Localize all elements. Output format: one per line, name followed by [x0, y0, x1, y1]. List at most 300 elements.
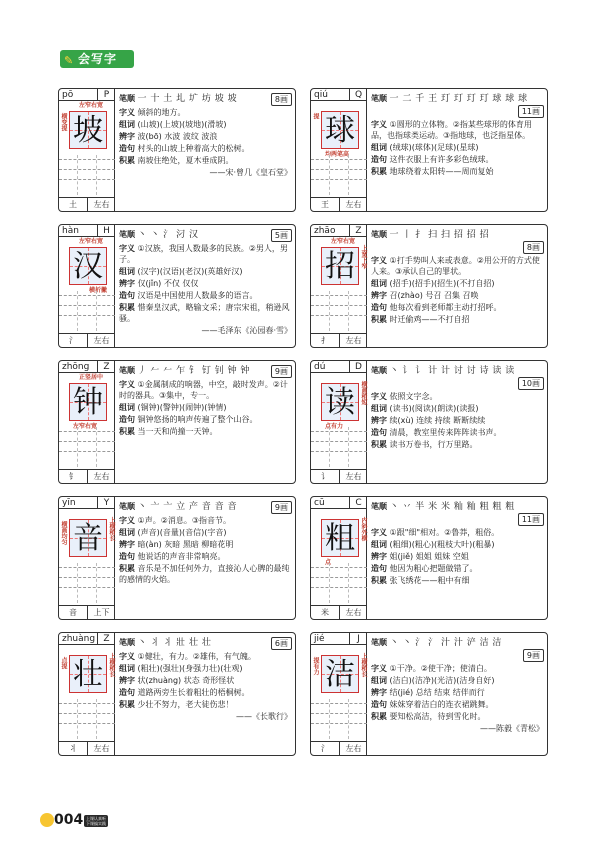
pinyin: cū [314, 498, 325, 508]
practice-column [96, 699, 97, 739]
writing-tip: 点有力 [325, 423, 344, 430]
card-row [371, 539, 544, 550]
writing-tip: 提有力 [312, 657, 319, 675]
character-card [310, 88, 548, 212]
footer-tag: 上课认真听 下课搞实践 [86, 816, 106, 826]
stroke-label: 笔顺 [371, 366, 387, 375]
practice-column [77, 291, 78, 331]
card-row [371, 391, 544, 402]
card-row [119, 675, 292, 686]
practice-line [311, 431, 367, 432]
radical-row [59, 605, 115, 619]
practice-line [59, 713, 115, 714]
character-card [310, 224, 548, 348]
practice-line [311, 703, 367, 704]
row-text: 他说话的声音非常响亮。 [137, 552, 226, 561]
card-row [119, 290, 292, 301]
row-text: 少壮不努力，老大徒伤悲！ [137, 700, 234, 709]
pinyin-initial: Z [97, 633, 115, 644]
writing-tip: 内斜外横 [360, 517, 367, 541]
stroke-sequence: 一 丨 扌 扫 扫 招 招 招 [389, 230, 490, 240]
row-text: 他每次看到老师都主动打招呼。 [389, 303, 502, 312]
row-text: (招手)(招手)(招生)(不打自招) [389, 279, 495, 288]
card-row [371, 711, 544, 722]
row-text: ①跟"细"相对。②鲁莽，粗俗。 [389, 528, 500, 537]
practice-line [311, 713, 367, 714]
row-label: 字义 [119, 380, 135, 389]
character-details [117, 225, 292, 347]
stroke-order [371, 637, 544, 649]
card-row [119, 563, 292, 585]
row-label: 辨字 [371, 291, 387, 300]
row-label: 造句 [119, 291, 135, 300]
radical: 氵 [321, 744, 329, 753]
row-label: 辨字 [119, 132, 135, 141]
character-details [369, 497, 544, 619]
character-card [58, 360, 296, 484]
card-rows [371, 391, 544, 451]
row-text: ①金属制成的响器，中空，敲时发声。②计时的器具。③集中，专一。 [119, 380, 288, 400]
pencil-icon: ✎ [64, 54, 75, 67]
row-label: 积累 [119, 427, 135, 436]
row-text: 当一天和尚撞一天钟。 [137, 427, 218, 436]
card-row [371, 415, 544, 426]
card-row [371, 166, 544, 177]
card-row [119, 266, 292, 277]
character: 壮 [73, 657, 103, 692]
writing-tip: 点提 [60, 657, 67, 669]
radical: 米 [321, 608, 329, 617]
practice-line [311, 179, 367, 180]
character-panel [311, 361, 367, 483]
row-text: 暗(àn) 灰暗 黑暗 柳暗花明 [137, 540, 234, 549]
practice-column [348, 563, 349, 603]
stroke-count-badge: 11画 [518, 105, 544, 118]
row-text: 地球绕着太阳转——周而复始 [389, 167, 494, 176]
card-rows [371, 119, 544, 178]
character-details [117, 361, 292, 483]
pinyin-row [311, 497, 367, 509]
row-text: 结(jié) 总结 结束 结伴而行 [389, 688, 485, 697]
practice-column [348, 291, 349, 331]
structure: 左右 [87, 198, 115, 211]
writing-tip: 横折撇 [89, 287, 108, 294]
pinyin-initial: Z [349, 225, 367, 236]
card-row [119, 278, 292, 289]
pinyin-row [311, 633, 367, 645]
radical-row [59, 469, 115, 483]
structure: 左右 [87, 334, 115, 347]
row-label: 辨字 [371, 552, 387, 561]
row-text: 时迁偷鸡——不打自招 [389, 315, 470, 324]
character: 招 [325, 249, 355, 284]
row-label: 造句 [119, 144, 135, 153]
practice-line [311, 451, 367, 452]
stroke-label: 笔顺 [371, 502, 387, 511]
stroke-count-badge: 9画 [271, 501, 292, 514]
row-label: 辨字 [119, 279, 135, 288]
pinyin: jié [314, 634, 325, 644]
row-label: 造句 [371, 303, 387, 312]
card-row [371, 551, 544, 562]
card-row [371, 403, 544, 414]
stroke-order [119, 637, 292, 649]
row-text: 状(zhuàng) 状态 奇形怪状 [137, 676, 235, 685]
row-label: 字义 [371, 120, 387, 129]
stroke-label: 笔顺 [119, 502, 135, 511]
pinyin-row [311, 89, 367, 101]
stroke-count-badge: 8画 [271, 93, 292, 106]
row-text: 续(xù) 连续 持续 断断续续 [389, 416, 486, 425]
character-panel [311, 497, 367, 619]
tianzige-box [321, 655, 359, 693]
pinyin-row [59, 89, 115, 101]
radical-row [311, 605, 367, 619]
stroke-label: 笔顺 [371, 94, 387, 103]
pinyin: zhāo [314, 226, 336, 236]
card-row [371, 142, 544, 153]
pinyin-row [59, 225, 115, 237]
row-text: 铜钟悠扬的响声传遍了整个山谷。 [137, 415, 258, 424]
row-text: 清晨，教室里传来阵阵读书声。 [389, 428, 502, 437]
card-row [119, 687, 292, 698]
writing-tip: 横变提 [60, 113, 67, 131]
quote-source: ——宋·曾几《皇石堂》 [209, 168, 292, 177]
row-label: 字义 [119, 244, 135, 253]
practice-line [59, 305, 115, 306]
character-card [58, 88, 296, 212]
row-label: 组词 [371, 540, 387, 549]
row-label: 积累 [119, 700, 135, 709]
row-text: (绒球)(球体)(足球)(星球) [389, 143, 479, 152]
row-label: 字义 [371, 256, 387, 265]
section-title-badge [60, 50, 134, 68]
card-row [119, 243, 292, 265]
practice-line [311, 315, 367, 316]
character-details [117, 633, 292, 755]
pinyin-initial: Y [97, 497, 115, 508]
practice-line [311, 587, 367, 588]
card-row [371, 663, 544, 674]
row-text: 妹妹穿着洁白的连衣裙跳舞。 [389, 700, 494, 709]
card-row [119, 402, 292, 413]
card-row [119, 119, 292, 130]
character-card [58, 224, 296, 348]
structure: 左右 [339, 742, 367, 755]
card-rows [119, 651, 292, 723]
row-label: 辨字 [371, 688, 387, 697]
character-panel [311, 225, 367, 347]
radical-row [59, 741, 115, 755]
character-card [310, 360, 548, 484]
quote-source: ——陈毅《青松》 [480, 724, 544, 733]
stroke-order [371, 501, 544, 513]
writing-tip: 上横稍长 [360, 653, 367, 677]
row-label: 造句 [119, 688, 135, 697]
card-row [371, 290, 544, 301]
row-text: 波(bō) 水波 波纹 波浪 [137, 132, 218, 141]
character-panel [59, 89, 115, 211]
row-label: 积累 [371, 712, 387, 721]
card-row [119, 663, 292, 674]
radical: 音 [69, 608, 77, 617]
character: 球 [325, 113, 355, 148]
tianzige-box [69, 655, 107, 693]
practice-line [59, 179, 115, 180]
row-label: 组词 [119, 528, 135, 537]
card-rows [119, 107, 292, 179]
row-text: 召(zhào) 号召 召集 召唤 [389, 291, 479, 300]
pinyin: hàn [62, 226, 79, 236]
stroke-label: 笔顺 [119, 638, 135, 647]
card-row [371, 302, 544, 313]
stroke-count-badge: 9画 [271, 365, 292, 378]
row-text: (汉字)(汉语)(老汉)(英雄好汉) [137, 267, 243, 276]
radical-row [311, 469, 367, 483]
pinyin-initial: Q [349, 89, 367, 100]
row-label: 字义 [119, 516, 135, 525]
practice-column [329, 427, 330, 467]
card-row [119, 131, 292, 142]
row-label: 组词 [371, 279, 387, 288]
pinyin-row [311, 225, 367, 237]
card-row [119, 302, 292, 324]
stroke-count-badge: 6画 [271, 637, 292, 650]
practice-line [59, 703, 115, 704]
character-panel [311, 633, 367, 755]
writing-tip: 上宽下窄 [360, 245, 367, 269]
quote-source: ——《长歌行》 [236, 712, 292, 721]
radical-row [59, 197, 115, 211]
writing-tip: 左窄右宽 [331, 238, 356, 245]
practice-line [59, 295, 115, 296]
row-text: 汉语是中国使用人数最多的语言。 [137, 291, 258, 300]
row-text: (铜钟)(警钟)(闹钟)(钟情) [137, 403, 227, 412]
row-text: 姐(jiě) 姐姐 姐妹 空姐 [389, 552, 469, 561]
tianzige-box [69, 519, 107, 557]
practice-column [96, 563, 97, 603]
card-row [119, 107, 292, 118]
character: 汉 [73, 249, 103, 284]
page-footer [40, 812, 120, 830]
practice-line [59, 169, 115, 170]
stroke-count-badge: 11画 [518, 513, 544, 526]
row-text: 惜秦皇汉武，略输文采；唐宗宋祖，稍逊风骚。 [119, 303, 290, 323]
section-title: 会写字 [78, 52, 118, 66]
practice-column [329, 563, 330, 603]
character-panel [59, 225, 115, 347]
practice-column [96, 291, 97, 331]
row-text: (洁白)(洁净)(光洁)(洁身自好) [389, 676, 495, 685]
writing-tip: 上横稍长 [108, 517, 115, 541]
practice-line [59, 567, 115, 568]
stroke-label: 笔顺 [119, 94, 135, 103]
pinyin-initial: Z [97, 361, 115, 372]
practice-line [59, 587, 115, 588]
character-details [369, 361, 544, 483]
stroke-sequence: 丶 讠 讠 计 计 讨 讨 诗 读 读 [389, 366, 515, 376]
row-text: (粗壮)(强壮)(身强力壮)(壮观) [137, 664, 243, 673]
stroke-sequence: 丶 亠 亠 立 产 音 音 音 [137, 502, 238, 512]
practice-column [348, 427, 349, 467]
card-row [119, 651, 292, 662]
pinyin: zhuàng [62, 634, 96, 644]
practice-line [311, 305, 367, 306]
pinyin-initial: P [97, 89, 115, 100]
character-panel [59, 633, 115, 755]
row-label: 字义 [371, 392, 387, 401]
pinyin-row [311, 361, 367, 373]
writing-tip: 左窄右宽 [79, 238, 104, 245]
stroke-order [371, 229, 544, 241]
radical-row [311, 197, 367, 211]
character: 洁 [325, 657, 355, 692]
row-label: 组词 [371, 676, 387, 685]
character: 钟 [73, 385, 103, 420]
row-label: 积累 [119, 303, 135, 312]
radical: 讠 [321, 472, 329, 481]
row-label: 组词 [119, 120, 135, 129]
row-text: 南坡住绝处，夏木垂成阴。 [137, 156, 234, 165]
pinyin: qiú [314, 90, 328, 100]
structure: 左右 [87, 470, 115, 483]
card-row [371, 575, 544, 586]
practice-line [59, 723, 115, 724]
stroke-order [119, 501, 292, 513]
character-panel [59, 361, 115, 483]
writing-tip: 点 [325, 559, 332, 566]
card-row [119, 551, 292, 562]
row-text: ①声。②消息。③指音节。 [137, 516, 232, 525]
stroke-order [371, 93, 544, 105]
pinyin: zhōng [62, 362, 90, 372]
writing-tip: 正竖居中 [79, 374, 104, 381]
character-card [310, 496, 548, 620]
pinyin-initial: J [349, 633, 367, 644]
character-details [369, 225, 544, 347]
row-text: ①打手势叫人来或表意。②用公开的方式使人来。③承认自己的罪状。 [371, 256, 540, 276]
pinyin-row [59, 497, 115, 509]
pinyin: yīn [62, 498, 76, 508]
row-label: 造句 [371, 428, 387, 437]
row-text: (山坡)(上坡)(坡地)(滑坡) [137, 120, 227, 129]
practice-column [96, 427, 97, 467]
radical: 扌 [321, 336, 329, 345]
row-text: (声音)(音量)(音信)(字音) [137, 528, 227, 537]
row-label: 积累 [371, 167, 387, 176]
row-text: 倾斜的地方。 [137, 108, 186, 117]
row-label: 积累 [371, 440, 387, 449]
card-row [371, 314, 544, 325]
card-row [371, 675, 544, 686]
row-text: 村头的山坡上种着高大的松树。 [137, 144, 250, 153]
radical: 丬 [69, 744, 77, 753]
row-label: 字义 [119, 652, 135, 661]
tianzige-box [321, 111, 359, 149]
row-label: 辨字 [371, 416, 387, 425]
stroke-sequence: 丶 丬 丬 壯 壮 壮 [137, 638, 212, 648]
card-row [371, 278, 544, 289]
row-label: 造句 [119, 415, 135, 424]
stroke-label: 笔顺 [371, 638, 387, 647]
character: 读 [325, 385, 355, 420]
practice-line [311, 723, 367, 724]
practice-line [311, 567, 367, 568]
row-label: 造句 [371, 155, 387, 164]
structure: 上下 [87, 606, 115, 619]
radical: 王 [321, 200, 329, 209]
character-details [369, 633, 544, 755]
stroke-order [119, 365, 292, 377]
character-card [310, 632, 548, 756]
card-rows [371, 663, 544, 735]
stroke-order [119, 229, 292, 241]
card-row [371, 255, 544, 277]
card-row [119, 379, 292, 401]
pinyin-row [59, 633, 115, 645]
practice-column [329, 291, 330, 331]
practice-line [59, 315, 115, 316]
row-text: 音乐是不加任何外力，直接沁人心脾的最纯的感情的火焰。 [119, 564, 290, 584]
stroke-count-badge: 10画 [518, 377, 544, 390]
card-row [371, 687, 544, 698]
card-row [119, 143, 292, 154]
card-row [119, 539, 292, 550]
card-row [371, 439, 544, 450]
stroke-sequence: 一 二 千 王 玎 玎 玎 玎 球 球 球 [389, 94, 528, 104]
writing-tip: 上横稍长 [108, 653, 115, 677]
stroke-label: 笔顺 [119, 230, 135, 239]
row-text: 要知松高洁，待到雪化时。 [389, 712, 486, 721]
character-card [58, 632, 296, 756]
row-text: 读书万卷书，行万里路。 [389, 440, 478, 449]
tianzige-box [69, 383, 107, 421]
row-text: 他因为粗心把题做错了。 [389, 564, 478, 573]
practice-line [311, 169, 367, 170]
structure: 左右 [339, 334, 367, 347]
practice-line [59, 451, 115, 452]
row-label: 字义 [371, 528, 387, 537]
card-row [371, 154, 544, 165]
character: 坡 [73, 113, 103, 148]
stroke-sequence: 丶 丶 氵 氵 汁 汁 浐 洁 洁 [389, 638, 502, 648]
row-text: 道路两旁生长着粗壮的梧桐树。 [137, 688, 250, 697]
card-row [119, 527, 292, 538]
writing-tip: 提 [312, 113, 319, 119]
writing-tip: 横画均匀 [60, 521, 67, 545]
row-label: 组词 [119, 664, 135, 673]
stroke-sequence: 丿 𠂉 𠂉 乍 钅 钉 钊 钟 钟 [137, 366, 250, 376]
row-label: 组词 [119, 403, 135, 412]
tianzige-box [69, 111, 107, 149]
card-row [119, 426, 292, 437]
writing-tip: 左窄右宽 [73, 423, 98, 430]
mascot-icon [40, 813, 54, 827]
card-row [371, 119, 544, 141]
card-row [119, 155, 292, 166]
structure: 左右 [339, 470, 367, 483]
row-label: 积累 [119, 564, 135, 573]
pinyin: pō [62, 90, 74, 100]
row-label: 组词 [119, 267, 135, 276]
row-text: 仅(jǐn) 不仅 仅仅 [137, 279, 199, 288]
row-label: 积累 [119, 156, 135, 165]
stroke-label: 笔顺 [371, 230, 387, 239]
stroke-count-badge: 8画 [523, 241, 544, 254]
writing-tip: 均两笔高 [325, 151, 350, 158]
character-panel [59, 497, 115, 619]
character-details [117, 89, 292, 211]
